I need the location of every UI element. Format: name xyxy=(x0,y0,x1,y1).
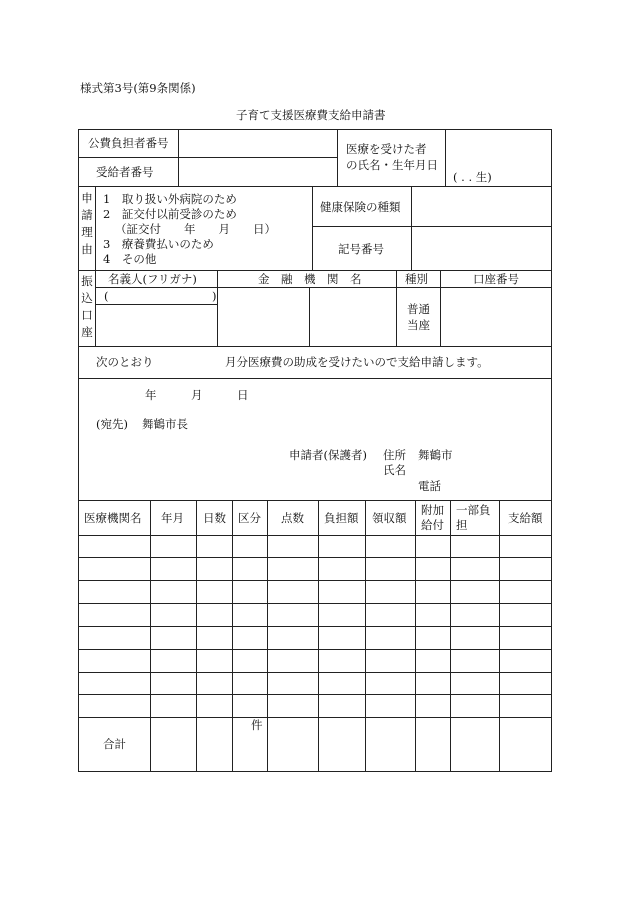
bank-name-header: 金 融 機 関 名 xyxy=(258,272,362,286)
address-label: 住所 xyxy=(383,448,406,462)
address-value: 舞鶴市 xyxy=(418,448,453,462)
reason-item-2-date: （証交付 年 月 日） xyxy=(115,222,276,236)
form-number: 様式第3号(第9条関係) xyxy=(80,81,196,95)
applicant-label: 申請者(保護者) xyxy=(289,448,367,462)
reason-item-3: 3 療養費払いのため xyxy=(103,237,214,251)
col-points: 点数 xyxy=(281,511,304,525)
col-partial-burden: 一部負 担 xyxy=(456,503,491,532)
patient-label-line2: の氏名・生年月日 xyxy=(346,158,438,172)
addressee-name: 舞鶴市長 xyxy=(142,417,188,431)
col-year-month: 年月 xyxy=(161,511,184,525)
furigana-parens: ( ) xyxy=(104,289,217,303)
statement-text: 月分医療費の助成を受けたいので支給申請します。 xyxy=(225,355,489,369)
reason-item-2: 2 証交付以前受診のため xyxy=(103,207,237,221)
form-title: 子育て支援医療費支給申請書 xyxy=(236,108,386,122)
date-year: 年 xyxy=(145,388,157,402)
col-burden: 負担額 xyxy=(324,511,359,525)
col-received: 領収額 xyxy=(372,511,407,525)
account-type-toza: 当座 xyxy=(407,318,430,332)
name-label: 氏名 xyxy=(383,463,406,477)
account-number-header: 口座番号 xyxy=(473,272,519,286)
col-payment: 支給額 xyxy=(508,511,543,525)
statement-prefix: 次のとおり xyxy=(96,355,154,369)
col-additional-benefit: 附加 給付 xyxy=(421,503,444,532)
transfer-vertical-label: 振込口座 xyxy=(81,274,93,339)
date-day: 日 xyxy=(237,388,249,402)
recipient-number-label: 受給者番号 xyxy=(96,165,154,179)
addressee-label: (宛先) xyxy=(96,417,128,431)
date-month: 月 xyxy=(191,388,203,402)
patient-label-line1: 医療を受けた者 xyxy=(346,142,427,156)
account-type-futsu: 普通 xyxy=(407,302,430,316)
symbol-number-label: 記号番号 xyxy=(338,242,384,256)
reason-item-1: 1 取り扱い外病院のため xyxy=(103,192,237,206)
account-holder-header: 名義人(フリガナ) xyxy=(108,272,197,286)
reason-vertical-label: 申請理由 xyxy=(81,191,93,256)
insurance-type-label: 健康保険の種類 xyxy=(320,200,401,214)
birth-date-placeholder: ( . . 生) xyxy=(453,170,492,184)
total-label: 合計 xyxy=(103,737,126,751)
count-unit: 件 xyxy=(251,718,263,732)
phone-label: 電話 xyxy=(418,479,441,493)
reason-item-4: 4 その他 xyxy=(103,252,157,266)
col-days: 日数 xyxy=(203,511,226,525)
col-hospital-name: 医療機関名 xyxy=(84,511,142,525)
public-payer-number-label: 公費負担者番号 xyxy=(88,136,169,150)
account-type-header: 種別 xyxy=(405,272,428,286)
col-category: 区分 xyxy=(238,511,261,525)
